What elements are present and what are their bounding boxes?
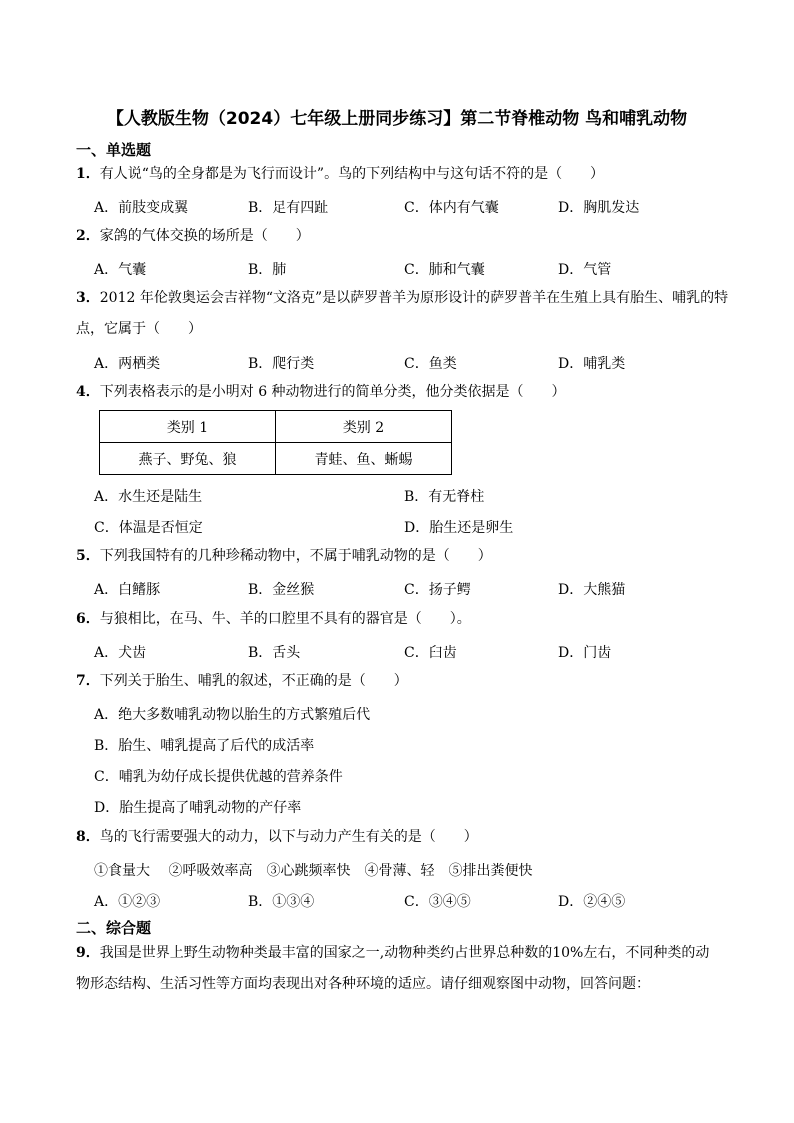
question-text: 与狼相比，在马、牛、羊的口腔里不具有的器官是（ ）。 bbox=[99, 611, 471, 627]
question-9 bbox=[76, 938, 718, 1000]
option-b[interactable]: B．舌头 bbox=[248, 645, 301, 661]
option-d[interactable]: D．哺乳类 bbox=[558, 356, 626, 372]
question-5-options bbox=[94, 579, 734, 603]
option-d[interactable]: D．胎生还是卵生 bbox=[404, 520, 514, 536]
table-cell: 青蛙、鱼、蜥蜴 bbox=[276, 443, 452, 475]
option-c[interactable]: C．扬子鳄 bbox=[404, 582, 471, 598]
question-3 bbox=[76, 283, 736, 345]
option-d[interactable]: D．胸肌发达 bbox=[558, 200, 640, 216]
option-c[interactable]: C．臼齿 bbox=[404, 645, 457, 661]
question-4 bbox=[76, 377, 736, 408]
question-text: 2012 年伦敦奥运会吉祥物“文洛克”是以萨罗普羊为原形设计的萨罗普羊在生殖上具有胎生、哺乳的特点，它属于（ ） bbox=[76, 290, 729, 337]
option-c[interactable]: C．体内有气囊 bbox=[404, 200, 499, 216]
option-b[interactable]: B．爬行类 bbox=[248, 356, 315, 372]
option-a[interactable]: A．前肢变成翼 bbox=[94, 200, 189, 216]
question-text: 鸟的飞行需要强大的动力，以下与动力产生有关的是（ ） bbox=[99, 829, 478, 845]
question-number: 5． bbox=[76, 548, 100, 564]
question-number: 7． bbox=[76, 673, 100, 689]
option-c[interactable]: C．肺和气囊 bbox=[404, 262, 485, 278]
option-b[interactable]: B．①③④ bbox=[248, 894, 315, 910]
question-7 bbox=[76, 666, 736, 697]
question-text: 家鸽的气体交换的场所是（ ） bbox=[99, 228, 310, 244]
question-number: 8． bbox=[76, 829, 100, 845]
question-text: 我国是世界上野生动物种类最丰富的国家之一,动物种类约占世界总种数的10%左右，不同种类的动物形态结构、生活习性等方面均表现出对各种环境的适应。请仔细观察图中动物，回答问题： bbox=[76, 945, 710, 992]
option-b[interactable]: B．足有四趾 bbox=[248, 200, 329, 216]
table-row bbox=[100, 443, 452, 475]
question-4-options-row-1 bbox=[94, 486, 734, 510]
table-cell: 燕子、野兔、狼 bbox=[100, 443, 276, 475]
question-number: 2． bbox=[76, 228, 100, 244]
question-8 bbox=[76, 822, 736, 853]
option-b[interactable]: B．胎生、哺乳提高了后代的成活率 bbox=[94, 738, 315, 754]
question-number: 3． bbox=[76, 290, 100, 306]
option-b[interactable]: B．金丝猴 bbox=[248, 582, 315, 598]
option-d[interactable]: D．气管 bbox=[558, 262, 612, 278]
question-8-options bbox=[94, 891, 734, 915]
question-8-statement-list: ①食量大 ②呼吸效率高 ③心跳频率快 ④骨薄、轻 ⑤排出粪便快 bbox=[94, 863, 533, 879]
option-b[interactable]: B．有无脊柱 bbox=[404, 489, 485, 505]
question-5 bbox=[76, 541, 736, 572]
option-c[interactable]: C．哺乳为幼仔成长提供优越的营养条件 bbox=[94, 769, 343, 785]
question-3-options bbox=[94, 353, 734, 377]
option-d[interactable]: D．胎生提高了哺乳动物的产仔率 bbox=[94, 800, 302, 816]
table-header-cell: 类别 1 bbox=[100, 411, 276, 443]
option-a[interactable]: A．犬齿 bbox=[94, 645, 147, 661]
question-6 bbox=[76, 604, 736, 635]
option-a[interactable]: A．气囊 bbox=[94, 262, 147, 278]
question-4-options-row-2 bbox=[94, 517, 734, 541]
option-c[interactable]: C．③④⑤ bbox=[404, 894, 471, 910]
section-heading-comprehensive: 二、综合题 bbox=[76, 919, 152, 937]
question-number: 1． bbox=[76, 166, 100, 182]
question-text: 有人说“鸟的全身都是为飞行而设计”。鸟的下列结构中与这句话不符的是（ ） bbox=[99, 166, 605, 182]
classification-table bbox=[99, 410, 452, 475]
option-d[interactable]: D．门齿 bbox=[558, 645, 612, 661]
question-text: 下列表格表示的是小明对 6 种动物进行的简单分类，他分类依据是（ ） bbox=[99, 384, 566, 400]
option-b[interactable]: B．肺 bbox=[248, 262, 287, 278]
option-a[interactable]: A．白鳍豚 bbox=[94, 582, 161, 598]
question-1 bbox=[76, 159, 736, 190]
question-1-options bbox=[94, 197, 734, 221]
question-2 bbox=[76, 221, 736, 252]
page-title: 【人教版生物（2024）七年级上册同步练习】第二节脊椎动物 鸟和哺乳动物 bbox=[106, 109, 688, 129]
option-a[interactable]: A．水生还是陆生 bbox=[94, 489, 203, 505]
section-heading-single-choice: 一、单选题 bbox=[76, 141, 152, 159]
option-d[interactable]: D．②④⑤ bbox=[558, 894, 626, 910]
option-c[interactable]: C．体温是否恒定 bbox=[94, 520, 203, 536]
question-6-options bbox=[94, 642, 734, 666]
option-a[interactable]: A．两栖类 bbox=[94, 356, 161, 372]
table-header-row bbox=[100, 411, 452, 443]
option-d[interactable]: D．大熊猫 bbox=[558, 582, 626, 598]
option-a[interactable]: A．①②③ bbox=[94, 894, 161, 910]
question-text: 下列关于胎生、哺乳的叙述，不正确的是（ ） bbox=[99, 673, 408, 689]
question-number: 6． bbox=[76, 611, 100, 627]
option-a[interactable]: A．绝大多数哺乳动物以胎生的方式繁殖后代 bbox=[94, 707, 371, 723]
table-header-cell: 类别 2 bbox=[276, 411, 452, 443]
question-2-options bbox=[94, 259, 734, 283]
question-number: 9． bbox=[76, 945, 100, 961]
question-text: 下列我国特有的几种珍稀动物中，不属于哺乳动物的是（ ） bbox=[99, 548, 492, 564]
option-c[interactable]: C．鱼类 bbox=[404, 356, 457, 372]
question-number: 4． bbox=[76, 384, 100, 400]
